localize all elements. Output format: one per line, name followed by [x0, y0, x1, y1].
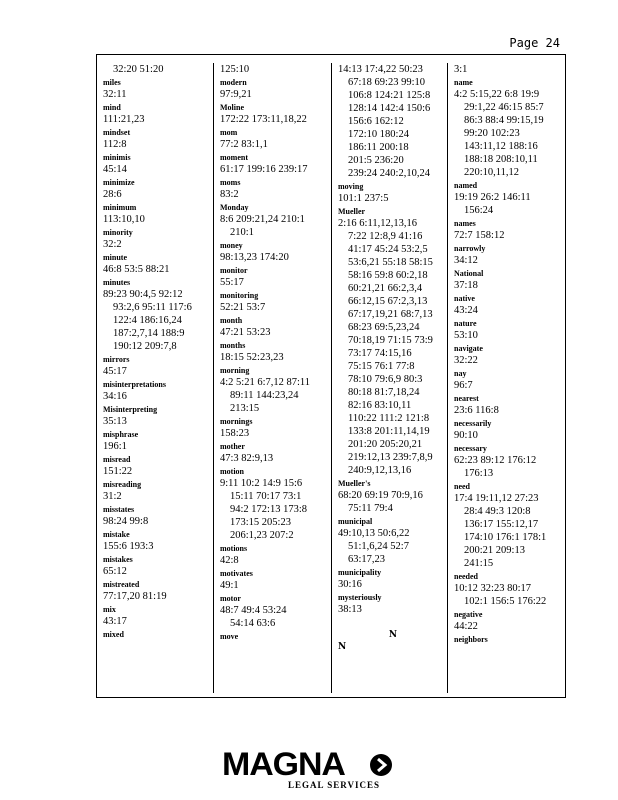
index-column-4: [447, 63, 564, 693]
page-line-references: 158:23: [220, 428, 250, 439]
page-line-references: 62:23 89:12 176:12: [454, 455, 537, 466]
page-line-references: 46:8 53:5 88:21: [103, 264, 170, 275]
page-line-references: 213:15: [230, 403, 260, 414]
page-line-references: 49:10,13 50:6,22: [338, 528, 410, 539]
index-headword: Misinterpreting: [103, 405, 158, 414]
page-line-references: 8:6 209:21,24 210:1: [220, 214, 305, 225]
index-headword: Monday: [220, 203, 249, 212]
page-line-references: 173:15 205:23: [230, 517, 291, 528]
page-line-references: 68:20 69:19 70:9,16: [338, 490, 423, 501]
page-line-references: 174:10 176:1 178:1: [464, 532, 547, 543]
page-line-references: 241:15: [464, 558, 494, 569]
page-line-references: 34:12: [454, 255, 478, 266]
index-headword: months: [220, 341, 246, 350]
index-headword: month: [220, 316, 243, 325]
page-line-references: 99:20 102:23: [464, 128, 520, 139]
page-line-references: 47:3 82:9,13: [220, 453, 274, 464]
index-headword: need: [454, 482, 470, 491]
page-line-references: 47:21 53:23: [220, 327, 271, 338]
page-line-references: 172:10 180:24: [348, 129, 409, 140]
page-line-references: 41:17 45:24 53:2,5: [348, 244, 428, 255]
page-line-references: 10:12 32:23 80:17: [454, 583, 532, 594]
page-line-references: 17:4 19:11,12 27:23: [454, 493, 539, 504]
page-line-references: 9:11 10:2 14:9 15:6: [220, 478, 303, 489]
page-line-references: 97:9,21: [220, 89, 252, 100]
page-line-references: 73:17 74:15,16: [348, 348, 412, 359]
page-line-references: 240:9,12,13,16: [348, 465, 412, 476]
index-headword: misphrase: [103, 430, 139, 439]
page-line-references: 110:22 111:2 121:8: [348, 413, 430, 424]
magna-logo: [222, 748, 398, 792]
index-headword: neighbors: [454, 635, 488, 644]
index-headword: mistake: [103, 530, 130, 539]
page-line-references: 63:17,23: [348, 554, 386, 565]
page-line-references: 37:18: [454, 280, 478, 291]
index-headword: monitor: [220, 266, 248, 275]
index-headword: minimis: [103, 153, 131, 162]
page-line-references: 32:20 51:20: [113, 64, 164, 75]
index-headword: morning: [220, 366, 250, 375]
page-line-references: 61:17 199:16 239:17: [220, 164, 308, 175]
page-line-references: 128:14 142:4 150:6: [348, 103, 431, 114]
page-line-references: 133:8 201:11,14,19: [348, 426, 430, 437]
page-line-references: 220:10,11,12: [464, 167, 520, 178]
page-line-references: 101:1 237:5: [338, 193, 389, 204]
index-headword: misinterpretations: [103, 380, 166, 389]
page-line-references: 98:13,23 174:20: [220, 252, 289, 263]
page-line-references: 44:22: [454, 621, 478, 632]
index-headword: National: [454, 269, 484, 278]
page-line-references: 34:16: [103, 391, 127, 402]
page-line-references: 78:10 79:6,9 80:3: [348, 374, 423, 385]
page-line-references: 86:3 88:4 99:15,19: [464, 115, 544, 126]
index-headword: mother: [220, 442, 245, 451]
page-line-references: 190:12 209:7,8: [113, 341, 177, 352]
page-line-references: 112:8: [103, 139, 127, 150]
page-line-references: 111:21,23: [103, 114, 145, 125]
index-headword: nay: [454, 369, 467, 378]
index-headword: mixed: [103, 630, 124, 639]
index-headword: modern: [220, 78, 247, 87]
page-line-references: 49:1: [220, 580, 239, 591]
page-line-references: 67:17,19,21 68:7,13: [348, 309, 433, 320]
page-line-references: 31:2: [103, 491, 122, 502]
page-line-references: 200:21 209:13: [464, 545, 525, 556]
page-line-references: 43:24: [454, 305, 478, 316]
index-headword: names: [454, 219, 476, 228]
page-line-references: 106:8 124:21 125:8: [348, 90, 431, 101]
page-line-references: 29:1,22 46:15 85:7: [464, 102, 544, 113]
index-headword: mom: [220, 128, 238, 137]
page-line-references: 60:21,21 66:2,3,4: [348, 283, 423, 294]
page-line-references: 68:23 69:5,23,24: [348, 322, 420, 333]
index-headword: municipality: [338, 568, 382, 577]
page-line-references: 83:2: [220, 189, 239, 200]
page-line-references: 70:18,19 71:15 73:9: [348, 335, 433, 346]
index-table: [96, 54, 566, 698]
page-line-references: 102:1 156:5 176:22: [464, 596, 547, 607]
index-headword: Mueller: [338, 207, 366, 216]
page-line-references: 19:19 26:2 146:11: [454, 192, 531, 203]
page-line-references: 23:6 116:8: [454, 405, 499, 416]
section-letter: N: [388, 630, 398, 640]
page-line-references: 122:4 186:16,24: [113, 315, 182, 326]
page-line-references: 3:1: [454, 64, 468, 75]
page-line-references: 151:22: [103, 466, 133, 477]
index-headword: misread: [103, 455, 131, 464]
page-line-references: 75:15 76:1 77:8: [348, 361, 415, 372]
index-headword: minute: [103, 253, 127, 262]
page-line-references: 93:2,6 95:11 117:6: [113, 302, 192, 313]
index-headword: money: [220, 241, 243, 250]
page-line-references: 90:10: [454, 430, 478, 441]
page-line-references: 53:6,21 55:18 58:15: [348, 257, 433, 268]
page-line-references: 94:2 172:13 173:8: [230, 504, 308, 515]
page-line-references: 77:17,20 81:19: [103, 591, 167, 602]
index-headword: navigate: [454, 344, 483, 353]
index-headword: miles: [103, 78, 121, 87]
page-number: Page 24: [509, 36, 560, 50]
page-line-references: 38:13: [338, 604, 362, 615]
page-line-references: 35:13: [103, 416, 127, 427]
page-line-references: 2:16 6:11,12,13,16: [338, 218, 417, 229]
page-line-references: 113:10,10: [103, 214, 145, 225]
page-line-references: 82:16 83:10,11: [348, 400, 412, 411]
index-headword: needed: [454, 572, 478, 581]
index-headword: name: [454, 78, 473, 87]
page-line-references: 48:7 49:4 53:24: [220, 605, 287, 616]
page-line-references: 136:17 155:12,17: [464, 519, 539, 530]
index-headword: motions: [220, 544, 248, 553]
page-line-references: 45:17: [103, 366, 127, 377]
index-headword: mindset: [103, 128, 131, 137]
page-line-references: 32:2: [103, 239, 122, 250]
page-line-references: 4:2 5:21 6:7,12 87:11: [220, 377, 311, 388]
page-line-references: 54:14 63:6: [230, 618, 276, 629]
index-headword: move: [220, 632, 239, 641]
index-headword: named: [454, 181, 478, 190]
index-headword: necessary: [454, 444, 487, 453]
index-headword: moving: [338, 182, 364, 191]
page-line-references: 4:2 5:15,22 6:8 19:9: [454, 89, 540, 100]
page-line-references: 14:13 17:4,22 50:23: [338, 64, 423, 75]
index-headword: mix: [103, 605, 116, 614]
page-line-references: 187:2,7,14 188:9: [113, 328, 185, 339]
page-line-references: 32:22: [454, 355, 478, 366]
page-line-references: 65:12: [103, 566, 127, 577]
page-line-references: 219:12,13 239:7,8,9: [348, 452, 433, 463]
page-line-references: 176:13: [464, 468, 494, 479]
index-headword: native: [454, 294, 475, 303]
page-line-references: 89:23 90:4,5 92:12: [103, 289, 183, 300]
page-line-references: 30:16: [338, 579, 362, 590]
page-line-references: 98:24 99:8: [103, 516, 149, 527]
page-line-references: 52:21 53:7: [220, 302, 266, 313]
logo-subtitle: LEGAL SERVICES: [288, 780, 380, 790]
page-line-references: 45:14: [103, 164, 127, 175]
page-line-references: 188:18 208:10,11: [464, 154, 538, 165]
page-line-references: 206:1,23 207:2: [230, 530, 294, 541]
index-headword: narrowly: [454, 244, 486, 253]
page-line-references: 72:7 158:12: [454, 230, 505, 241]
index-headword: misreading: [103, 480, 142, 489]
index-headword: moms: [220, 178, 241, 187]
index-column-3: [331, 63, 448, 693]
index-headword: moment: [220, 153, 248, 162]
section-letter-marker: N: [338, 642, 347, 652]
index-headword: negative: [454, 610, 483, 619]
index-column-1: [97, 63, 213, 693]
index-headword: mornings: [220, 417, 253, 426]
logo-wordmark: MAGNA: [222, 746, 345, 782]
index-headword: misstates: [103, 505, 135, 514]
page-line-references: 42:8: [220, 555, 239, 566]
index-headword: municipal: [338, 517, 373, 526]
index-headword: mind: [103, 103, 121, 112]
index-headword: nature: [454, 319, 477, 328]
page-line-references: 96:7: [454, 380, 473, 391]
index-column-2: [213, 63, 330, 693]
page-line-references: 201:20 205:20,21: [348, 439, 423, 450]
page-line-references: 58:16 59:8 60:2,18: [348, 270, 428, 281]
page-line-references: 15:11 70:17 73:1: [230, 491, 302, 502]
page-line-references: 51:1,6,24 52:7: [348, 541, 409, 552]
index-headword: mistakes: [103, 555, 133, 564]
index-headword: Moline: [220, 103, 244, 112]
index-headword: motion: [220, 467, 244, 476]
index-headword: mirrors: [103, 355, 130, 364]
page-line-references: 77:2 83:1,1: [220, 139, 268, 150]
index-headword: necessarily: [454, 419, 492, 428]
index-headword: mistreated: [103, 580, 140, 589]
index-headword: minimum: [103, 203, 137, 212]
page-line-references: 201:5 236:20: [348, 155, 404, 166]
page-line-references: 156:24: [464, 205, 494, 216]
page-line-references: 156:6 162:12: [348, 116, 404, 127]
logo-arrow-icon: [370, 754, 392, 776]
page-line-references: 172:22 173:11,18,22: [220, 114, 307, 125]
page-line-references: 186:11 200:18: [348, 142, 409, 153]
page-line-references: 125:10: [220, 64, 250, 75]
page-line-references: 28:6: [103, 189, 122, 200]
index-headword: motivates: [220, 569, 253, 578]
page-line-references: 7:22 12:8,9 41:16: [348, 231, 423, 242]
index-headword: minimize: [103, 178, 135, 187]
page-line-references: 32:11: [103, 89, 127, 100]
page-line-references: 239:24 240:2,10,24: [348, 168, 430, 179]
index-headword: motor: [220, 594, 241, 603]
page-line-references: 196:1: [103, 441, 127, 452]
page-line-references: 18:15 52:23,23: [220, 352, 284, 363]
page-line-references: 53:10: [454, 330, 478, 341]
page-line-references: 55:17: [220, 277, 244, 288]
page-line-references: 80:18 81:7,18,24: [348, 387, 420, 398]
index-headword: monitoring: [220, 291, 259, 300]
page-line-references: 67:18 69:23 99:10: [348, 77, 426, 88]
page-line-references: 143:11,12 188:16: [464, 141, 538, 152]
index-headword: mysteriously: [338, 593, 382, 602]
page-line-references: 66:12,15 67:2,3,13: [348, 296, 428, 307]
page-line-references: 75:11 79:4: [348, 503, 393, 514]
index-headword: minutes: [103, 278, 131, 287]
index-headword: nearest: [454, 394, 479, 403]
page-line-references: 89:11 144:23,24: [230, 390, 299, 401]
index-headword: minority: [103, 228, 133, 237]
index-headword: Mueller's: [338, 479, 371, 488]
page-line-references: 210:1: [230, 227, 254, 238]
page-line-references: 155:6 193:3: [103, 541, 154, 552]
page-line-references: 28:4 49:3 120:8: [464, 506, 531, 517]
page-line-references: 43:17: [103, 616, 127, 627]
